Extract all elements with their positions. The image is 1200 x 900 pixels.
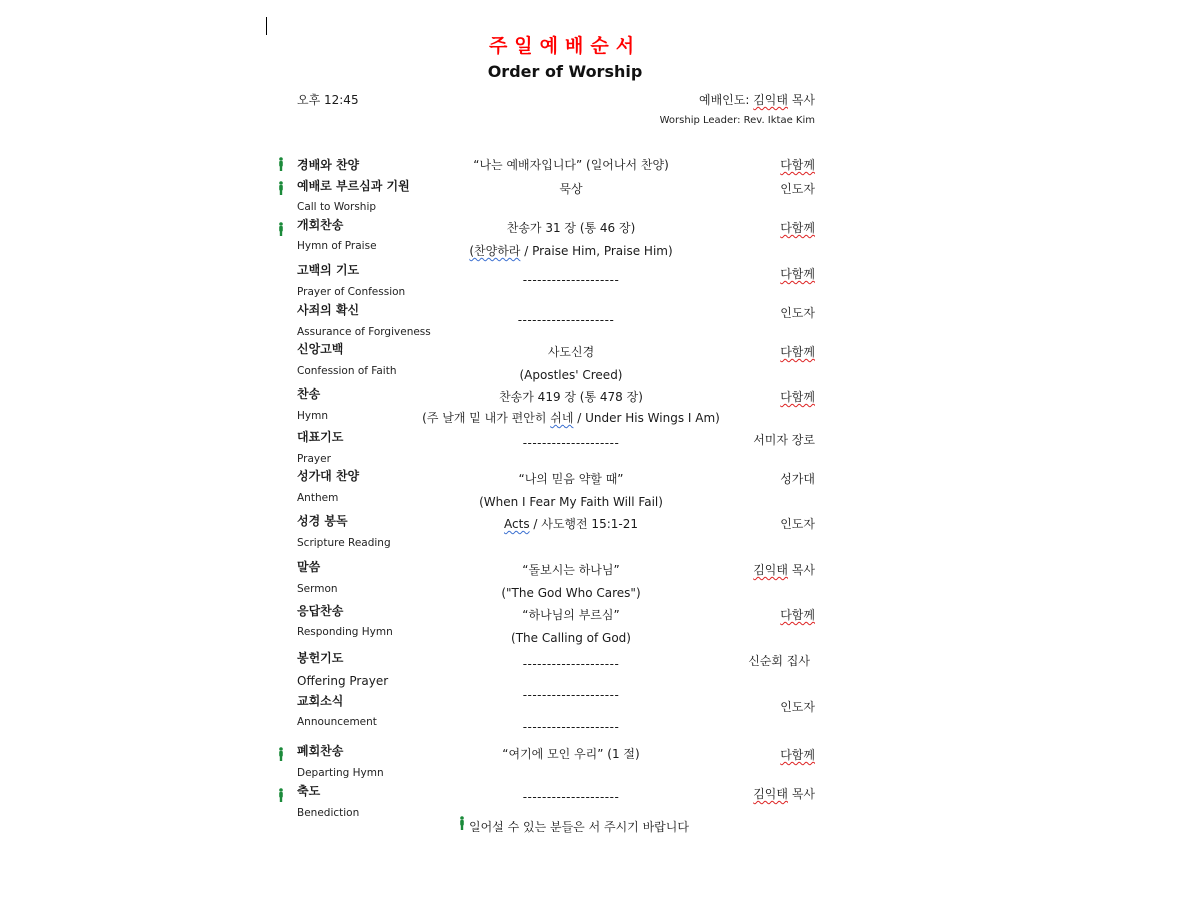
item-english-name: Confession of Faith <box>297 365 397 377</box>
item-name: 폐회찬송 <box>297 744 344 758</box>
item-leader: 인도자 <box>780 700 815 714</box>
item-name: 신앙고백 <box>297 342 344 356</box>
item-name: 응답찬송 <box>297 604 344 618</box>
leader-name: 김익태 <box>753 563 788 577</box>
item-english-name: Anthem <box>297 492 339 504</box>
item-english-name: Responding Hymn <box>297 626 393 638</box>
hymn-title-word: 쉬네 <box>550 411 574 425</box>
worship-leader-english: Worship Leader: Rev. Iktae Kim <box>659 115 815 126</box>
standing-person-icon <box>459 816 465 830</box>
item-name: 경배와 찬양 <box>297 158 360 172</box>
item-name: 찬송 <box>297 387 321 401</box>
item-name: 성가대 찬양 <box>297 469 360 483</box>
item-name: 봉헌기도 <box>297 651 344 665</box>
standing-person-icon <box>278 788 284 802</box>
hymn-title-korean: (주 날개 밑 내가 편안히 <box>422 411 551 425</box>
item-detail-dashes: -------------------- <box>522 720 620 734</box>
item-name: 예배로 부르심과 기원 <box>297 179 410 193</box>
item-leader: 다함께 <box>780 267 815 281</box>
item-name: 말씀 <box>297 560 321 574</box>
standing-person-icon <box>278 157 284 171</box>
leader-name: 김익태 <box>753 93 788 107</box>
item-leader: 신순회 집사 <box>748 654 810 668</box>
item-detail-secondary <box>400 410 742 426</box>
item-english-name: Departing Hymn <box>297 767 384 779</box>
item-detail: “여기에 모인 우리” (1 절) <box>502 747 640 761</box>
item-name: 성경 봉독 <box>297 514 348 528</box>
scripture-reference: / 사도행전 15:1-21 <box>529 517 638 531</box>
item-leader: 서미자 장로 <box>753 433 815 447</box>
leader-name: 김익태 <box>753 787 788 801</box>
hymn-title-english: / Praise Him, Praise Him) <box>520 244 673 258</box>
item-detail-dashes: -------------------- <box>522 273 620 287</box>
item-detail: 찬송가 31 장 (통 46 장) <box>506 221 636 235</box>
item-english-name: Call to Worship <box>297 201 377 213</box>
item-detail: 묵상 <box>559 182 583 196</box>
item-english-name: Hymn of Praise <box>297 240 377 252</box>
item-english-name: Offering Prayer <box>297 674 389 688</box>
item-leader: 인도자 <box>780 306 815 320</box>
hymn-title-korean: (찬양하라 <box>469 244 521 258</box>
item-detail-secondary: (When I Fear My Faith Will Fail) <box>479 495 663 509</box>
item-detail-secondary <box>401 243 741 259</box>
item-name: 사죄의 확신 <box>297 303 360 317</box>
page-title-korean: 주일예배순서 <box>488 35 642 57</box>
item-leader: 인도자 <box>780 517 815 531</box>
standing-person-icon <box>278 222 284 236</box>
item-detail: “하나님의 부르심” <box>522 608 620 622</box>
item-detail: 찬송가 419 장 (통 478 장) <box>499 390 643 404</box>
item-leader: 인도자 <box>780 182 815 196</box>
item-detail-dashes: -------------------- <box>522 688 620 702</box>
item-name: 개회찬송 <box>297 218 344 232</box>
item-detail: “나의 믿음 약할 때” <box>518 472 624 486</box>
item-name: 대표기도 <box>297 430 344 444</box>
item-english-name: Assurance of Forgiveness <box>297 326 431 338</box>
leader-prefix: 예배인도: <box>698 93 754 107</box>
service-time: 오후 12:45 <box>297 93 359 107</box>
item-detail-secondary: (The Calling of God) <box>511 631 631 645</box>
item-detail-secondary: ("The God Who Cares") <box>501 586 641 600</box>
footer-note: 일어설 수 있는 분들은 서 주시기 바랍니다 <box>469 820 689 834</box>
item-detail: 사도신경 <box>547 345 595 359</box>
item-english-name: Announcement <box>297 716 377 728</box>
item-leader: 다함께 <box>780 390 815 404</box>
item-english-name: Prayer of Confession <box>297 286 406 298</box>
item-leader: 다함께 <box>780 748 815 762</box>
item-leader: 다함께 <box>780 221 815 235</box>
item-leader: 다함께 <box>780 608 815 622</box>
item-english-name: Prayer <box>297 453 331 465</box>
standing-person-icon <box>278 181 284 195</box>
hymn-title-english: / Under His Wings I Am) <box>573 411 720 425</box>
item-name: 고백의 기도 <box>297 263 360 277</box>
item-leader <box>615 562 815 578</box>
item-english-name: Sermon <box>297 583 338 595</box>
item-leader: 다함께 <box>780 158 815 172</box>
item-name: 교회소식 <box>297 694 344 708</box>
item-name: 축도 <box>297 784 321 798</box>
item-detail: “나는 예배자입니다” (일어나서 찬양) <box>473 158 669 172</box>
item-leader: 다함께 <box>780 345 815 359</box>
item-leader: 성가대 <box>780 472 815 486</box>
item-detail-dashes: -------------------- <box>517 313 615 327</box>
item-english-name: Scripture Reading <box>297 537 391 549</box>
item-detail-secondary: (Apostles' Creed) <box>519 368 623 382</box>
item-detail-dashes: -------------------- <box>522 790 620 804</box>
item-detail-dashes: -------------------- <box>522 657 620 671</box>
item-detail: “돌보시는 하나님” <box>522 563 620 577</box>
leader-suffix: 목사 <box>788 787 815 801</box>
leader-suffix: 목사 <box>788 93 815 107</box>
item-detail-dashes: -------------------- <box>522 436 620 450</box>
standing-person-icon <box>278 747 284 761</box>
item-english-name: Hymn <box>297 410 328 422</box>
worship-leader-korean <box>615 92 815 108</box>
item-leader <box>615 786 815 802</box>
item-english-name: Benediction <box>297 807 360 819</box>
scripture-book-english: Acts <box>504 517 530 531</box>
leader-suffix: 목사 <box>788 563 815 577</box>
page-title-english: Order of Worship <box>487 62 643 81</box>
